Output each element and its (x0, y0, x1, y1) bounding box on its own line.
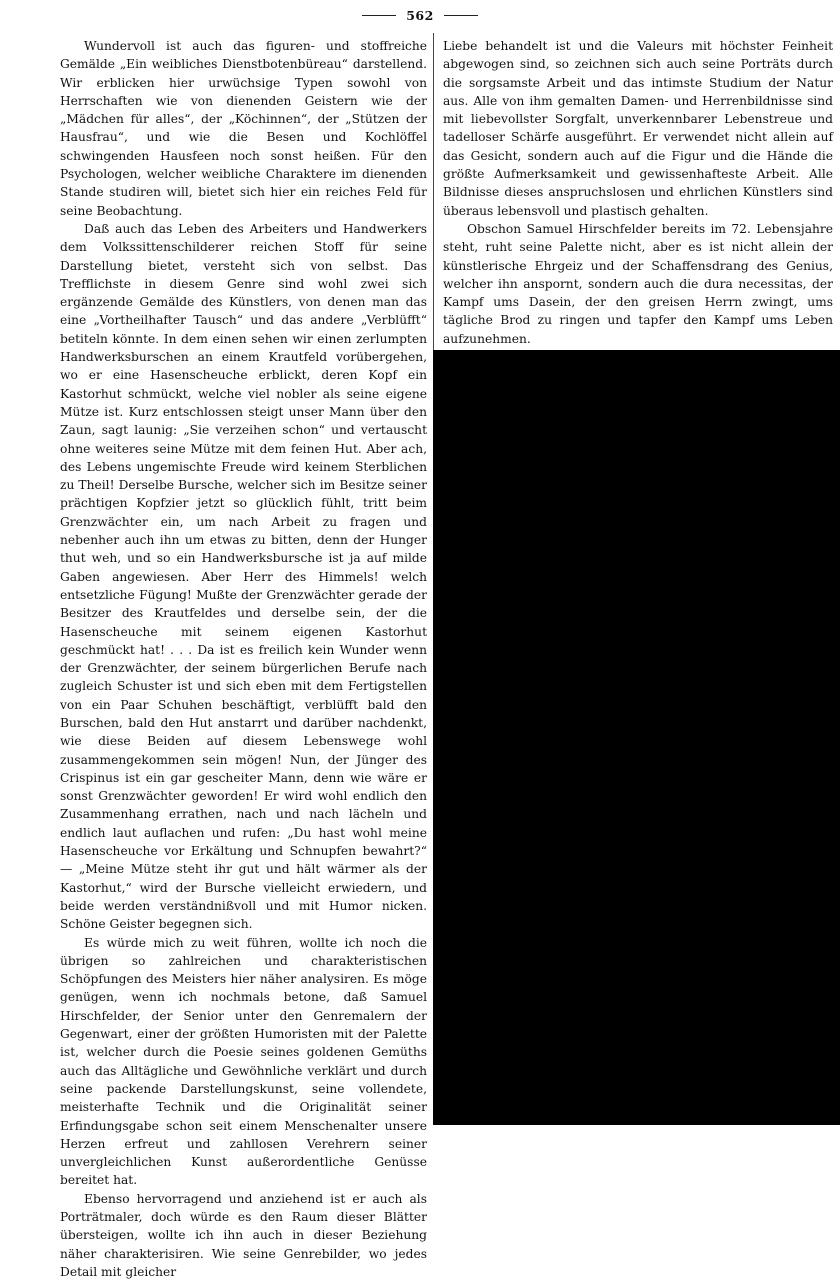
page-number: 562 (406, 7, 434, 23)
paragraph: Ebenso hervorragend und anziehend ist er auch als Porträtmaler, doch würde es den Raum dieser Blätter übersteigen, wollte ich ihn auch in dieser Beziehung näher charakterisiren. Wie seine Genrebilder, wo jedes Detail mit gleicher (60, 1191, 427, 1279)
paragraph: Liebe behandelt ist und die Valeurs mit höchster Feinheit abgewogen sind, so zeichnen sich auch seine Porträts durch die sorgsamste Arbeit und das intimste Studium der Natur aus. Alle von ihm gemalten Damen- und Herrenbildnisse sind mit liebevollster Sorgfalt, unverkennbarer Lebenstreue und tadelloser Schärfe ausgeführt. Er verwendet nicht allein auf das Gesicht, sondern auch auf die Figur und die Hände die größte Aufmerksamkeit und gewissenhafteste Arbeit. Alle Bildnisse dieses anspruchslosen und ehrlichen Künstlers sind überaus lebensvoll und plastisch gehalten. (443, 39, 833, 218)
header-rule-right (444, 15, 478, 16)
right-column (443, 37, 833, 353)
left-column (60, 37, 427, 1279)
header-rule-left (362, 15, 396, 16)
black-scan-area (433, 350, 840, 1125)
page-header (0, 4, 840, 26)
paragraph: Daß auch das Leben des Arbeiters und Handwerkers dem Volkssittenschilderer reichen Stoff für seine Darstellung bietet, versteht sich von selbst. Das Trefflichste in diesem Genre sind wohl zwei sich ergänzende Gemälde des Künstlers, von denen man das eine „Vortheilhafter Tausch“ und das andere „Verblüfft“ betiteln könnte. In dem einen sehen wir einen zerlumpten Handwerksburschen an einem Krautfeld vorübergehen, wo er eine Hasenscheuche erblickt, deren Kopf ein Kastorhut schmückt, welche viel nobler als seine eigene Mütze ist. Kurz entschlossen steigt unser Mann über den Zaun, sagt launig: „Sie verzeihen schon“ und vertauscht ohne weiteres seine Mütze mit dem feinen Hut. Aber ach, des Lebens ungemischte Freude wird keinem Sterblichen zu Theil! Derselbe Bursche, welcher sich im Besitze seiner prächtigen Kopfzier jetzt so glücklich fühlt, tritt beim Grenzwächter ein, um nach Arbeit zu fragen und nebenher auch ihn um etwas zu bitten, denn der Hunger thut weh, und so ein Handwerksbursche ist ja auf milde Gaben angewiesen. Aber Herr des Himmels! welch entsetzliche Fügung! Mußte der Grenzwächter gerade der Besitzer des Krautfeldes und derselbe sein, der die Hasenscheuche mit seinem eigenen Kastorhut geschmückt hat! . . . Da ist es freilich kein Wunder wenn der Grenzwächter, der seinem bürgerlichen Berufe nach zugleich Schuster ist und sich eben mit dem Fertigstellen von ein Paar Schuhen beschäftigt, verblüfft bald den Burschen, bald den Hut anstarrt und darüber nachdenkt, wie diese Beiden auf diesem Lebenswege wohl zusammengekommen sein mögen! Nun, der Jünger des Crispinus ist ein gar gescheiter Mann, denn wie wäre er sonst Grenzwächter geworden! Er wird wohl endlich den Zusammenhang errathen, nach und nach lächeln und endlich laut auflachen und rufen: „Du hast wohl meine Hasenscheuche vor Erkältung und Schnupfen bewahrt?“ — „Meine Mütze steht ihr gut und hält wärmer als der Kastorhut,“ wird der Bursche vielleicht erwiedern, und beide werden verständnißvoll und mit Humor nicken. Schöne Geister begegnen sich. (60, 221, 427, 932)
paragraph: Es würde mich zu weit führen, wollte ich noch die übrigen so zahlreichen und charakteristischen Schöpfungen des Meisters hier näher analysiren. Es möge genügen, wenn ich nochmals betone, daß Samuel Hirschfelder, der Senior unter den Genremalern der Gegenwart, einer der größten Humoristen mit der Palette ist, welcher durch die Poesie seines goldenen Gemüths auch das Alltägliche und Gewöhnliche verklärt und durch seine packende Darstellungskunst, seine vollendete, meisterhafte Technik und die Originalität seiner Erfindungsgabe schon seit einem Menschenalter unsere Herzen erfreut und zahllosen Verehrern seiner unvergleichlichen Kunst außerordentliche Genüsse bereitet hat. (60, 935, 427, 1188)
paragraph: Obschon Samuel Hirschfelder bereits im 72. Lebensjahre steht, ruht seine Palette nicht, aber es ist nicht allein der künstlerische Ehrgeiz und der Schaffensdrang des Genius, welcher ihn anspornt, sondern auch die dura necessitas, der Kampf ums Dasein, der den greisen Herrn zwingt, ums tägliche Brod zu ringen und tapfer den Kampf ums Leben aufzunehmen. (443, 221, 833, 346)
paragraph: Wundervoll ist auch das figuren- und stoffreiche Gemälde „Ein weibliches Dienstbotenbüreau“ darstellend. Wir erblicken hier urwüchsige Typen sowohl von Herrschaften wie von dienenden Geistern wie der „Mädchen für alles“, der „Köchinnen“, der „Stützen der Hausfrau“, und wie die Besen und Kochlöffel schwingenden Hausfeen noch sonst heißen. Für den Psychologen, welcher weibliche Charaktere im dienenden Stande studiren will, bietet sich hier ein reiches Feld für seine Beobachtung. (60, 39, 427, 218)
